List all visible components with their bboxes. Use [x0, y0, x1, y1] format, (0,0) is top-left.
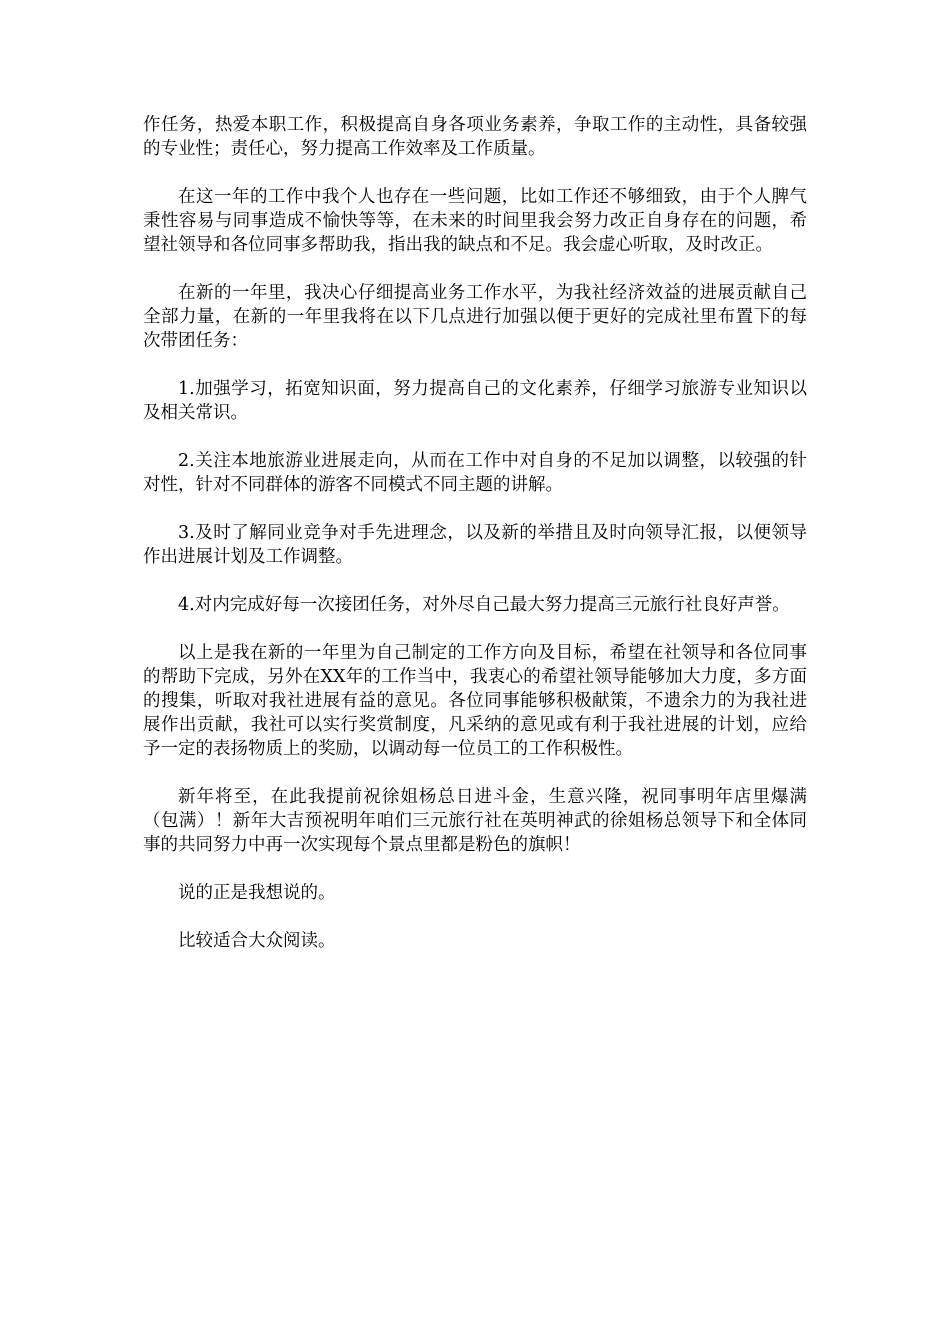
paragraph-1: 作任务，热爱本职工作，积极提高自身各项业务素养，争取工作的主动性，具备较强的专业性；责任心，努力提高工作效率及工作质量。: [143, 115, 807, 159]
paragraph-3: 在新的一年里，我决心仔细提高业务工作水平，为我社经济效益的进展贡献自己全部力量，在新的一年里我将在以下几点进行加强以便于更好的完成社里布置下的每次带团任务：: [143, 283, 807, 351]
paragraph-6: 说的正是我想说的。: [178, 883, 336, 903]
list-item-1: 1.加强学习，拓宽知识面，努力提高自己的文化素养，仔细学习旅游专业知识以及相关常识。: [143, 379, 807, 423]
paragraph-5: 新年将至，在此我提前祝徐姐杨总日进斗金，生意兴隆，祝同事明年店里爆满（包满）！新年大吉预祝明年咱们三元旅行社在英明神武的徐姐杨总领导下和全体同事的共同努力中再一次实现每个景点里都是粉色的旗帜！: [143, 787, 807, 855]
document-body: [143, 113, 807, 977]
paragraph-4: 以上是我在新的一年里为自己制定的工作方向及目标，希望在社领导和各位同事的帮助下完成，另外在XX年的工作当中，我衷心的希望社领导能够加大力度，多方面的搜集，听取对我社进展有益的意见。各位同事能够积极献策，不遗余力的为我社进展作出贡献，我社可以实行奖赏制度，凡采纳的意见或有利于我社进展的计划，应给予一定的表扬物质上的奖励，以调动每一位员工的工作积极性。: [143, 643, 807, 759]
list-item-3: 3.及时了解同业竞争对手先进理念，以及新的举措且及时向领导汇报，以便领导作出进展计划及工作调整。: [143, 523, 807, 567]
list-item-2: 2.关注本地旅游业进展走向，从而在工作中对自身的不足加以调整，以较强的针对性，针对不同群体的游客不同模式不同主题的讲解。: [143, 451, 807, 495]
paragraph-2: 在这一年的工作中我个人也存在一些问题，比如工作还不够细致，由于个人脾气秉性容易与同事造成不愉快等等，在未来的时间里我会努力改正自身存在的问题，希望社领导和各位同事多帮助我，指出我的缺点和不足。我会虚心听取，及时改正。: [143, 187, 807, 255]
list-item-4: 4.对内完成好每一次接团任务，对外尽自己最大努力提高三元旅行社良好声誉。: [178, 595, 790, 615]
paragraph-7: 比较适合大众阅读。: [178, 931, 336, 951]
